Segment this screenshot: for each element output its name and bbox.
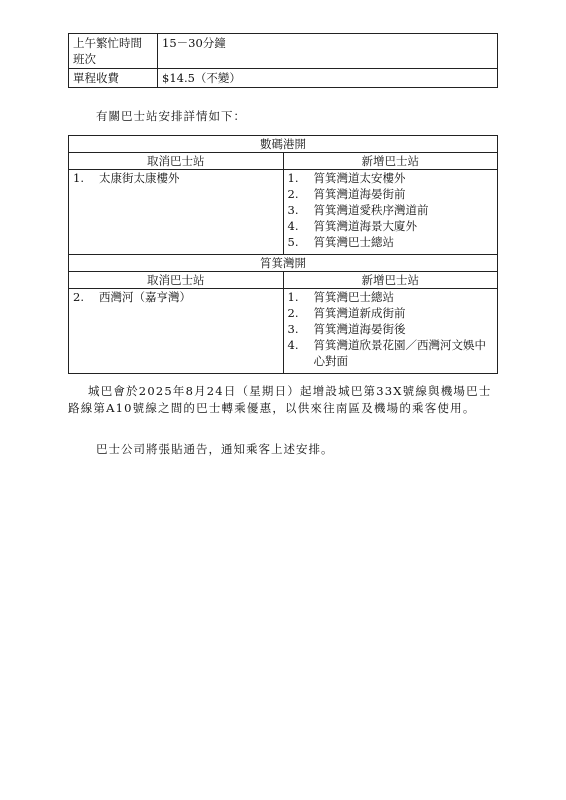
column-header-row — [69, 153, 498, 170]
item-text: 筲箕灣道新成街前 — [313, 306, 406, 320]
list-item — [73, 289, 279, 305]
item-text: 筲箕灣道愛秩序灣道前 — [313, 203, 429, 217]
section-title-shau-kei-wan: 筲箕灣開 — [69, 255, 498, 272]
frequency-value: 15－30分鐘 — [158, 34, 498, 69]
table-row — [69, 34, 498, 69]
column-header-row — [69, 272, 498, 289]
item-number: 1. — [287, 171, 299, 185]
section-title-cyberport: 數碼港開 — [69, 136, 498, 153]
fare-label: 單程收費 — [69, 69, 158, 88]
item-number: 2. — [287, 187, 299, 201]
added-stops-cell — [283, 170, 498, 255]
table-row — [69, 170, 498, 255]
list-item — [288, 321, 494, 337]
list-item — [288, 234, 494, 250]
item-text: 筲箕灣巴士總站 — [313, 235, 394, 249]
list-item — [73, 170, 279, 186]
list-item — [288, 337, 494, 369]
table-row — [69, 69, 498, 88]
list-item — [288, 305, 494, 321]
added-stops-list — [288, 289, 494, 369]
item-text: 筲箕灣巴士總站 — [313, 290, 394, 304]
item-text: 太康街太康樓外 — [99, 171, 180, 185]
item-text: 筲箕灣道海景大廈外 — [313, 219, 417, 233]
item-text: 筲箕灣道欣景花園／西灣河文娛中心對面 — [313, 338, 486, 368]
list-item — [288, 186, 494, 202]
col-header-added: 新增巴士站 — [283, 153, 498, 170]
item-number: 1. — [73, 171, 84, 185]
col-header-cancelled: 取消巴士站 — [69, 272, 284, 289]
list-item — [288, 202, 494, 218]
service-info-table — [68, 33, 498, 88]
bus-stop-arrangement-table — [68, 135, 498, 374]
fare-value: $14.5（不變） — [158, 69, 498, 88]
col-header-cancelled: 取消巴士站 — [69, 153, 284, 170]
cancelled-stops-cell — [69, 170, 284, 255]
list-item — [288, 170, 494, 186]
cancelled-stops-list — [73, 289, 279, 305]
item-number: 5. — [287, 235, 299, 249]
section-title-row — [69, 255, 498, 272]
list-item — [288, 289, 494, 305]
item-number: 2. — [287, 306, 299, 320]
item-number: 3. — [287, 203, 299, 217]
item-number: 4. — [287, 338, 299, 352]
cancelled-stops-cell — [69, 289, 284, 374]
added-stops-list — [288, 170, 494, 250]
col-header-added: 新增巴士站 — [283, 272, 498, 289]
item-text: 西灣河（嘉亨灣） — [99, 290, 191, 304]
added-stops-cell — [283, 289, 498, 374]
item-number: 1. — [287, 290, 299, 304]
item-text: 筲箕灣道海晏街後 — [313, 322, 406, 336]
item-text: 筲箕灣道海晏街前 — [313, 187, 406, 201]
cancelled-stops-list — [73, 170, 279, 186]
notice-paragraph: 巴士公司將張貼通告，通知乘客上述安排。 — [96, 442, 334, 456]
interchange-discount-paragraph: 城巴會於2025年8月24日（星期日）起增設城巴第33X號線與機場巴士路線第A10號線之間的巴士轉乘優惠，以供來往南區及機場的乘客使用。 — [68, 384, 492, 415]
intro-text: 有關巴士站安排詳情如下： — [96, 109, 246, 123]
item-text: 筲箕灣道太安樓外 — [313, 171, 406, 185]
frequency-label: 上午繁忙時間班次 — [69, 34, 158, 69]
item-number: 4. — [287, 219, 299, 233]
item-number: 2. — [73, 290, 84, 304]
list-item — [288, 218, 494, 234]
item-number: 3. — [287, 322, 299, 336]
table-row — [69, 289, 498, 374]
section-title-row — [69, 136, 498, 153]
